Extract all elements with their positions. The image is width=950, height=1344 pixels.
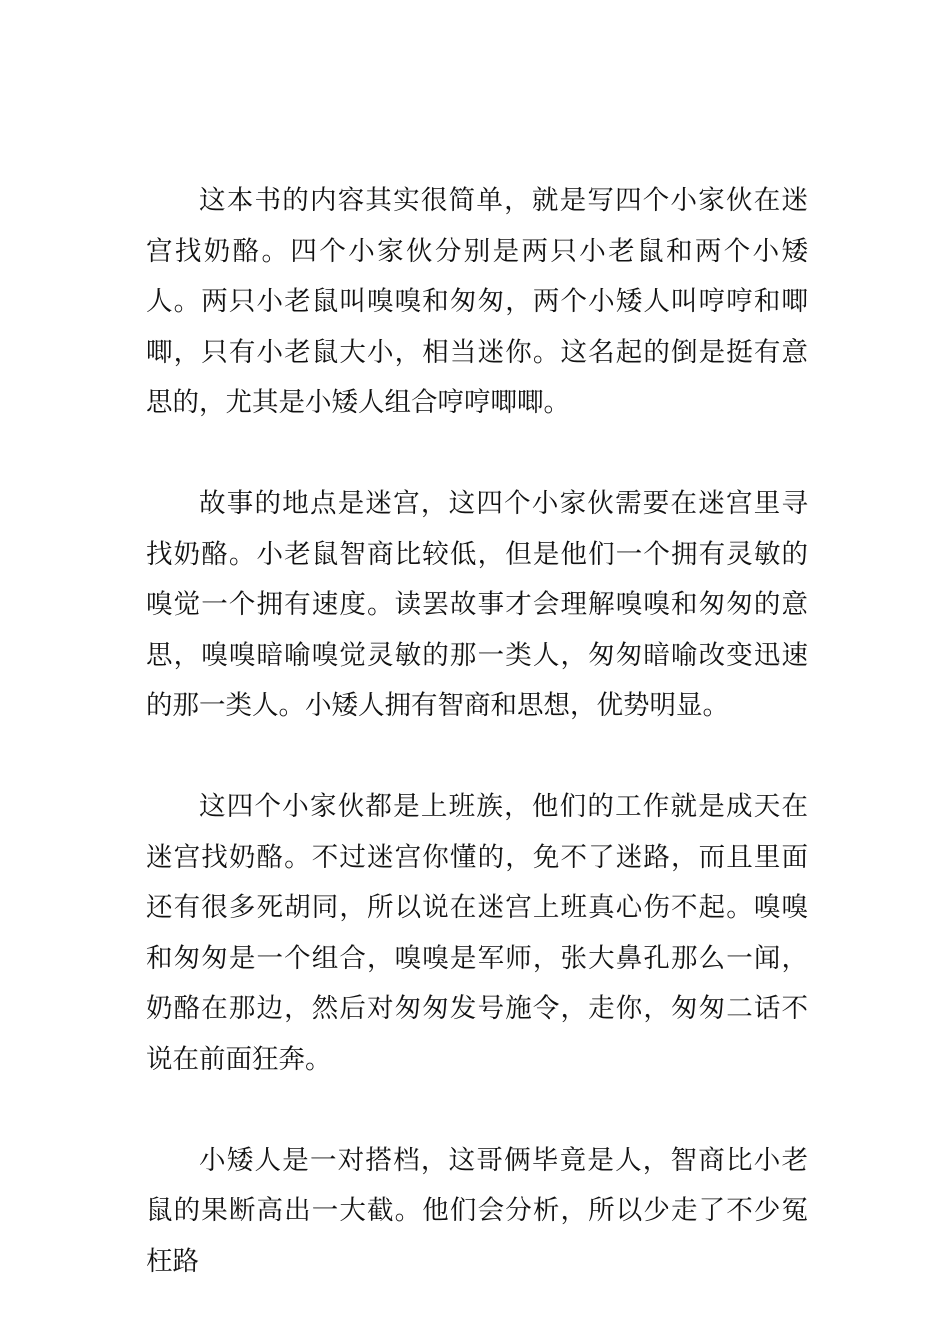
paragraph-spacer [146,732,808,783]
paragraph-spacer [146,1085,808,1136]
paragraph-3: 这四个小家伙都是上班族，他们的工作就是成天在迷宫找奶酪。不过迷宫你懂的，免不了迷路，而且里面还有很多死胡同，所以说在迷宫上班真心伤不起。嗅嗅和匆匆是一个组合，嗅嗅是军师，张大鼻孔那么一闻，奶酪在那边，然后对匆匆发号施令，走你，匆匆二话不说在前面狂奔。 [146,791,808,1075]
paragraph-1: 这本书的内容其实很简单，就是写四个小家伙在迷宫找奶酪。四个小家伙分别是两只小老鼠和两个小矮人。两只小老鼠叫嗅嗅和匆匆，两个小矮人叫哼哼和唧唧，只有小老鼠大小，相当迷你。这名起的倒是挺有意思的，尤其是小矮人组合哼哼唧唧。 [146,185,808,418]
paragraph-4: 小矮人是一对搭档，这哥俩毕竟是人，智商比小老鼠的果断高出一大截。他们会分析，所以少走了不少冤枉路 [146,1144,808,1277]
document-body [146,176,808,1287]
paragraph-2: 故事的地点是迷宫，这四个小家伙需要在迷宫里寻找奶酪。小老鼠智商比较低，但是他们一个拥有灵敏的嗅觉一个拥有速度。读罢故事才会理解嗅嗅和匆匆的意思，嗅嗅暗喻嗅觉灵敏的那一类人，匆匆暗喻改变迅速的那一类人。小矮人拥有智商和思想，优势明显。 [146,488,808,721]
paragraph-spacer [146,429,808,480]
